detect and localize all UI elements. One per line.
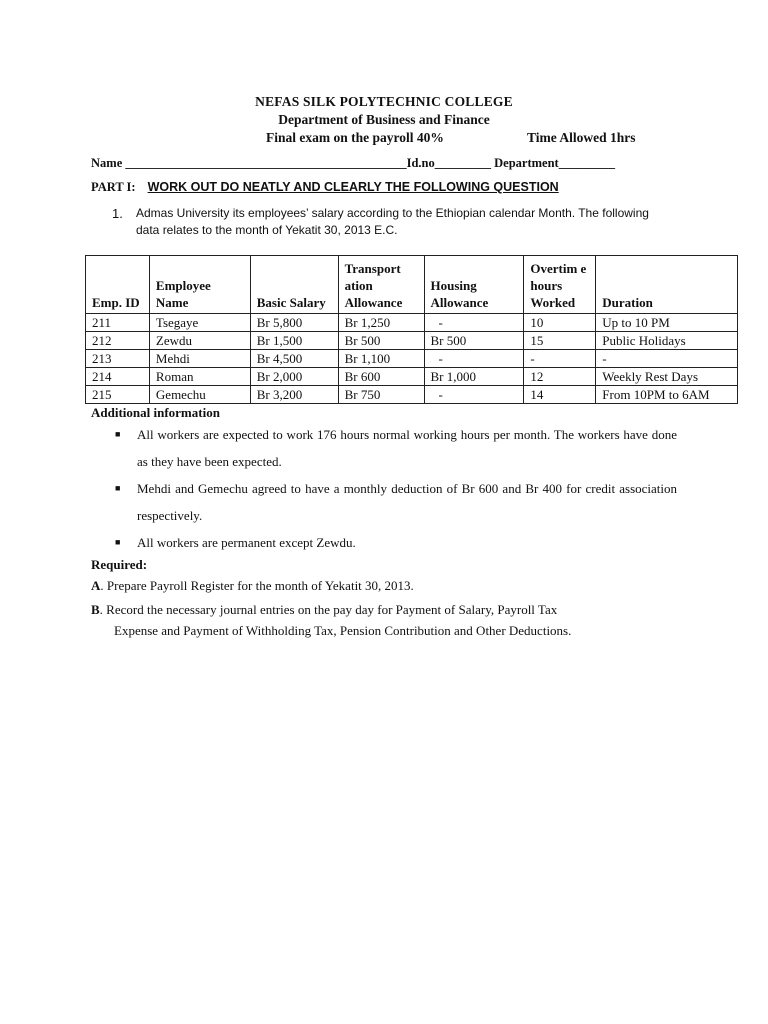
question-1 [112,205,652,239]
table-row [86,314,738,332]
cell: Br 1,100 [338,350,424,368]
part-label: PART I: [91,180,136,194]
col-employee-name: Employee Name [149,256,250,314]
list-item [115,421,677,475]
requirement-b-text: . Record the necessary journal entries on the pay day for Payment of Salary, Payroll Tax [99,602,558,617]
requirement-a-label: A [91,578,101,593]
col-basic-salary: Basic Salary [250,256,338,314]
bullet-square-icon: ■ [115,429,121,439]
cell: Br 1,000 [424,368,524,386]
part-title: WORK OUT DO NEATLY AND CLEARLY THE FOLLOWING QUESTION [147,180,559,194]
list-item [115,475,677,529]
requirement-b-continuation: Expense and Payment of Withholding Tax, Pension Contribution and Other Deductions. [114,623,572,638]
cell: Br 500 [338,332,424,350]
requirement-a-text: . Prepare Payroll Register for the month of Yekatit 30, 2013. [100,578,414,593]
cell: Br 1,500 [250,332,338,350]
bullet-square-icon: ■ [115,483,121,493]
cell: Br 2,000 [250,368,338,386]
cell: - [596,350,738,368]
cell: - [424,314,524,332]
cell: Br 3,200 [250,386,338,404]
part-heading [91,180,559,195]
cell: Zewdu [149,332,250,350]
cell: Br 500 [424,332,524,350]
exam-title: Final exam on the payroll 40% [266,130,444,145]
col-overtime: Overtim e hours Worked [524,256,596,314]
table-row [86,332,738,350]
list-item-text: All workers are permanent except Zewdu. [137,535,356,550]
col-emp-id: Emp. ID [86,256,150,314]
employee-table [85,255,738,404]
cell: - [424,350,524,368]
cell: 10 [524,314,596,332]
cell: Weekly Rest Days [596,368,738,386]
list-item-text: All workers are expected to work 176 hours normal working hours per month. The workers have done as they have been expected. [137,427,677,469]
list-item [115,529,677,556]
requirement-a [91,578,414,594]
cell: Public Holidays [596,332,738,350]
additional-info-heading: Additional information [91,405,220,420]
cell: Roman [149,368,250,386]
table-row [86,350,738,368]
bullet-square-icon: ■ [115,537,121,547]
cell: Br 5,800 [250,314,338,332]
requirement-b-label: B [91,602,100,617]
additional-info-list [115,421,677,556]
cell: Br 1,250 [338,314,424,332]
cell: Tsegaye [149,314,250,332]
question-text: Admas University its employees’ salary according to the Ethiopian calendar Month. The following data relates to the month of Yekatit 30, 2013 E.C. [136,206,649,237]
cell: 14 [524,386,596,404]
cell: - [524,350,596,368]
cell: 213 [86,350,150,368]
col-duration: Duration [596,256,738,314]
cell: - [424,386,524,404]
required-heading: Required: [91,557,148,572]
cell: 214 [86,368,150,386]
cell: 15 [524,332,596,350]
student-info-line: Name _____________________________________________Id.no_________ Department_________ [91,156,615,170]
table-header-row [86,256,738,314]
cell: 211 [86,314,150,332]
college-name: NEFAS SILK POLYTECHNIC COLLEGE [255,94,513,109]
table-row [86,386,738,404]
cell: Up to 10 PM [596,314,738,332]
list-item-text: Mehdi and Gemechu agreed to have a monthly deduction of Br 600 and Br 400 for credit association respectively. [137,481,677,523]
cell: Br 750 [338,386,424,404]
cell: 12 [524,368,596,386]
cell: Mehdi [149,350,250,368]
cell: 212 [86,332,150,350]
cell: From 10PM to 6AM [596,386,738,404]
col-housing: Housing Allowance [424,256,524,314]
department-title: Department of Business and Finance [278,112,490,127]
cell: Br 4,500 [250,350,338,368]
requirement-b [91,599,671,641]
table-row [86,368,738,386]
cell: Br 600 [338,368,424,386]
cell: 215 [86,386,150,404]
time-allowed: Time Allowed 1hrs [527,130,636,145]
cell: Gemechu [149,386,250,404]
question-number: 1. [112,206,123,221]
col-transportation: Transport ation Allowance [338,256,424,314]
